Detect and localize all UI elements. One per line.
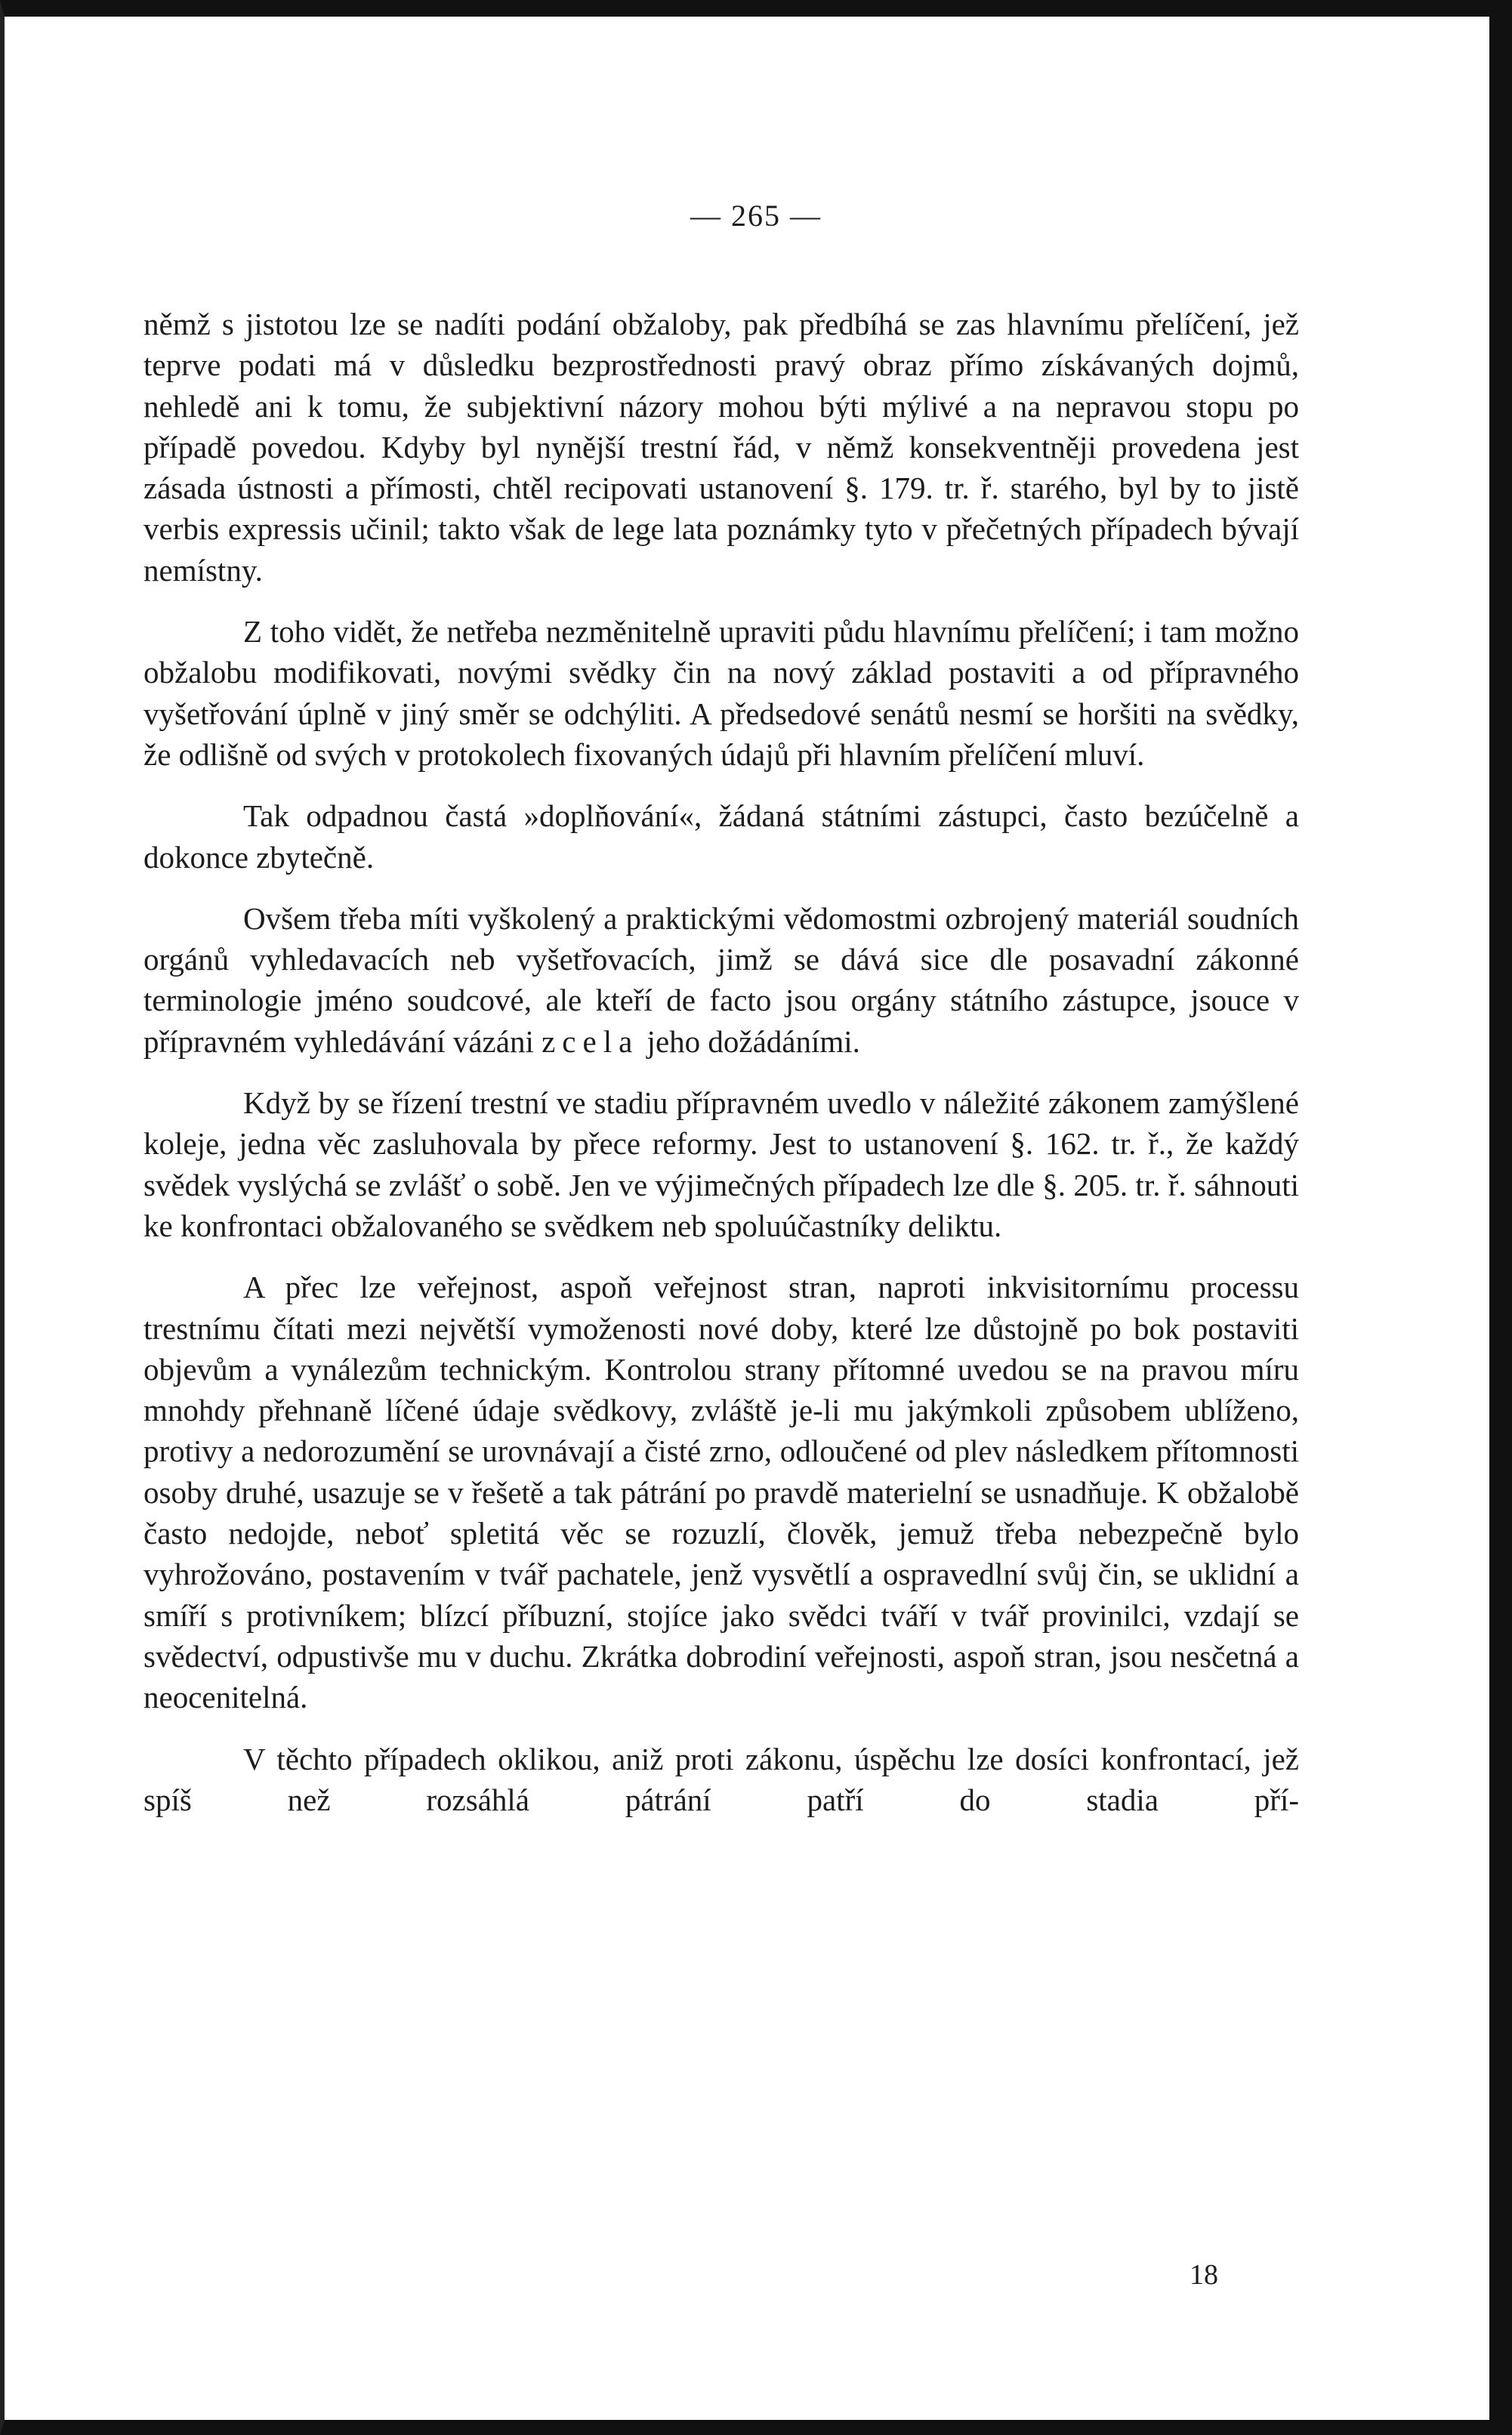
paragraph-4 [143, 898, 1299, 1062]
paragraph-3: Tak odpadnou častá »doplňování«, žádaná státními zástupci, často bezúčelně a dokonce zbytečně. [143, 798, 1299, 875]
emphasized-word: zcela [542, 1023, 640, 1059]
body-text [143, 304, 1299, 1820]
paragraph-1: němž s jistotou lze se nadíti podání obžaloby, pak předbíhá se zas hlavnímu přelíčení, jež teprve podati má v důsledku bezprostřednosti pravý obraz přímo získávaných dojmů, nehledě ani k tomu, že subjektivní názory mohou býti mýlivé a na nepravou stopu po případě povedou. Kdyby byl nynější trestní řád, v němž konsekventněji provedena jest zásada ústnosti a přímosti, chtěl recipovati ustanovení §. 179. tr. ř. starého, byl by to jistě verbis expressis učinil; takto však de lege lata poznámky tyto v přečetných případech bývají nemístny. [143, 307, 1299, 588]
paragraph-7: V těchto případech oklikou, aniž proti zákonu, úspěchu lze dosíci konfrontací, jež spíš než rozsáhlá pátrání patří do stadia pří- [143, 1741, 1299, 1817]
paragraph-4-text-before: Ovšem třeba míti vyškolený a praktickými vědomostmi ozbrojený materiál soudních orgánů vyhledavacích neb vyšetřovacích, jimž se dává sice dle posavadní zákonné terminologie jméno soudcové, ale kteří de facto jsou orgány státního zástupce, jsouce v přípravném vyhledávání vázáni [143, 900, 1299, 1059]
paragraph-2: Z toho vidět, že netřeba nezměnitelně upraviti půdu hlavnímu přelíčení; i tam možno obžalobu modifikovati, novými svědky čin na nový základ postaviti a od přípravného vyšetřování úplně v jiný směr se odchýliti. A předsedové senátů nesmí se horšiti na svědky, že odlišně od svých v protokolech fixovaných údajů při hlavním přelíčení mluví. [143, 614, 1299, 772]
paragraph-6: A přec lze veřejnost, aspoň veřejnost stran, naproti inkvisitornímu processu trestnímu čítati mezi největší vymoženosti nové doby, které lze důstojně po bok postaviti objevům a vynálezům technickým. Kontrolou strany přítomné uvedou se na pravou míru mnohdy přehnaně líčené údaje svědkovy, zvláště je-li mu jakýmkoli způsobem ublíženo, protivy a nedorozumění se urovnávají a čisté zrno, odloučené od plev následkem přítomnosti osoby druhé, usazuje se v řešetě a tak pátrání po pravdě materielní se usnadňuje. K obžalobě často nedojde, neboť spletitá věc se rozuzlí, člověk, jemuž třeba nebezpečně bylo vyhrožováno, postavením v tvář pachatele, jenž vysvětlí a ospravedlní svůj čin, se uklidní a smíří s protivníkem; blízcí příbuzní, stojíce jako svědci tváří v tvář provinilci, vzdají se svědectví, odpustivše mu v duchu. Zkrátka dobrodiní veřejnosti, aspoň stran, jsou nesčetná a neocenitelná. [143, 1270, 1299, 1715]
paragraph-5: Když by se řízení trestní ve stadiu přípravném uvedlo v náležité zákonem zamýšlené koleje, jedna věc zasluhovala by přece reformy. Jest to ustanovení §. 162. tr. ř., že každý svědek vyslýchá se zvlášť o sobě. Jen ve výjimečných případech lze dle §. 205. tr. ř. sáhnouti ke konfrontaci obžalovaného se svědkem neb spoluúčastníky deliktu. [143, 1085, 1299, 1243]
page-number: — 265 — [690, 199, 822, 233]
paragraph-4-text-after: jeho dožádáními. [639, 1023, 860, 1059]
printer-signature: 18 [1190, 2259, 1218, 2291]
